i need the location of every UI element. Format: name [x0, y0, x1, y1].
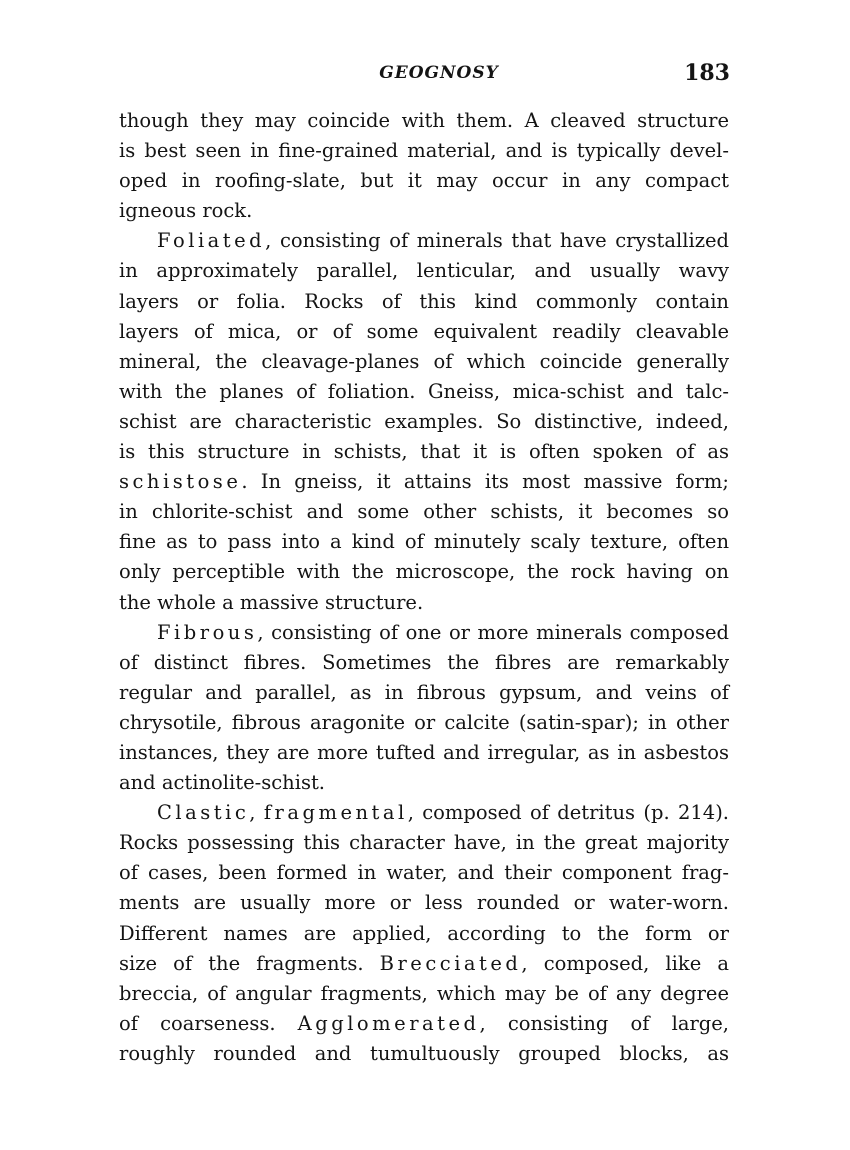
text-run: is best seen in fine-grained material, and is typically devel- [119, 139, 729, 163]
text-run: only perceptible with the microscope, the rock having on [119, 560, 729, 584]
spaced-term: Agglomerated [297, 1011, 480, 1035]
text-line [119, 467, 729, 497]
text-run: igneous rock. [119, 199, 253, 223]
text-line [119, 196, 729, 226]
text-run: schist are characteristic examples. So distinctive, indeed, [119, 409, 729, 433]
text-run: , consisting of minerals that have crystallized [265, 229, 729, 253]
text-run: oped in roofing-slate, but it may occur in any compact [119, 169, 729, 193]
text-run: of coarseness. [119, 1011, 298, 1035]
text-run: fine as to pass into a kind of minutely scaly texture, often [119, 530, 729, 554]
text-line [119, 166, 729, 196]
text-run: chrysotile, fibrous aragonite or calcite (satin-spar); in other [119, 710, 729, 734]
text-run: ments are usually more or less rounded or water-worn. [119, 891, 729, 915]
text-run: in chlorite-schist and some other schists, it becomes so [119, 500, 729, 524]
spaced-term: Brecciated [379, 951, 522, 975]
text-line [119, 136, 729, 166]
spaced-term: Clastic [157, 801, 250, 825]
text-line [119, 588, 729, 618]
text-run: Different names are applied, according to the form or [119, 921, 729, 945]
spaced-term: schistose [119, 470, 242, 494]
text-line [119, 106, 729, 136]
text-line [119, 648, 729, 678]
spaced-term: fragmental [263, 801, 408, 825]
text-run: , consisting of one or more minerals composed [257, 620, 729, 644]
text-line [119, 407, 729, 437]
text-line [119, 828, 729, 858]
text-line [119, 437, 729, 467]
text-run: of distinct fibres. Sometimes the fibres are remarkably [119, 650, 729, 674]
page-number: 183 [684, 60, 730, 86]
text-run: Rocks possessing this character have, in the great majority [119, 831, 729, 855]
text-line [119, 738, 729, 768]
running-head [118, 60, 730, 90]
text-line [119, 557, 729, 587]
text-line [119, 678, 729, 708]
text-run: of cases, been formed in water, and their component frag- [119, 861, 729, 885]
text-run: the whole a massive structure. [119, 590, 424, 614]
running-title: GEOGNOSY [379, 63, 499, 83]
text-line [119, 919, 729, 949]
text-line [119, 377, 729, 407]
text-line [119, 768, 729, 798]
text-line [119, 317, 729, 347]
text-line [119, 497, 729, 527]
text-line [119, 888, 729, 918]
text-run: breccia, of angular fragments, which may be of any degree [119, 981, 729, 1005]
text-run: roughly rounded and tumultuously grouped blocks, as [119, 1041, 729, 1065]
text-run: mineral, the cleavage-planes of which coincide generally [119, 349, 729, 373]
text-line [119, 1039, 729, 1069]
text-line [119, 618, 729, 648]
text-line [119, 226, 729, 256]
text-run: , composed, like a [521, 951, 729, 975]
text-run: , [249, 801, 264, 825]
text-line [119, 256, 729, 286]
text-line [119, 527, 729, 557]
text-run: in approximately parallel, lenticular, and usually wavy [119, 259, 729, 283]
text-run: layers or folia. Rocks of this kind commonly contain [119, 289, 729, 313]
body-text [119, 106, 729, 1069]
text-run: , consisting of large, [479, 1011, 729, 1035]
text-run: with the planes of foliation. Gneiss, mica-schist and talc- [119, 379, 729, 403]
text-run: , composed of detritus (p. 214). [407, 801, 729, 825]
spaced-term: Fibrous [157, 620, 258, 644]
text-line [119, 347, 729, 377]
text-run: is this structure in schists, that it is often spoken of as [119, 440, 729, 464]
text-run: layers of mica, or of some equivalent readily cleavable [119, 319, 729, 343]
text-run: and actinolite-schist. [119, 771, 325, 795]
text-run: size of the fragments. [119, 951, 380, 975]
text-run: . In gneiss, it attains its most massive form; [241, 470, 729, 494]
text-line [119, 979, 729, 1009]
text-line [119, 708, 729, 738]
text-line [119, 798, 729, 828]
text-run: though they may coincide with them. A cleaved structure [119, 109, 729, 132]
text-line [119, 858, 729, 888]
text-run: instances, they are more tufted and irregular, as in asbestos [119, 740, 729, 764]
text-run: regular and parallel, as in fibrous gypsum, and veins of [119, 680, 729, 704]
text-line [119, 287, 729, 317]
text-line [119, 949, 729, 979]
text-line [119, 1009, 729, 1039]
spaced-term: Foliated [157, 229, 266, 253]
